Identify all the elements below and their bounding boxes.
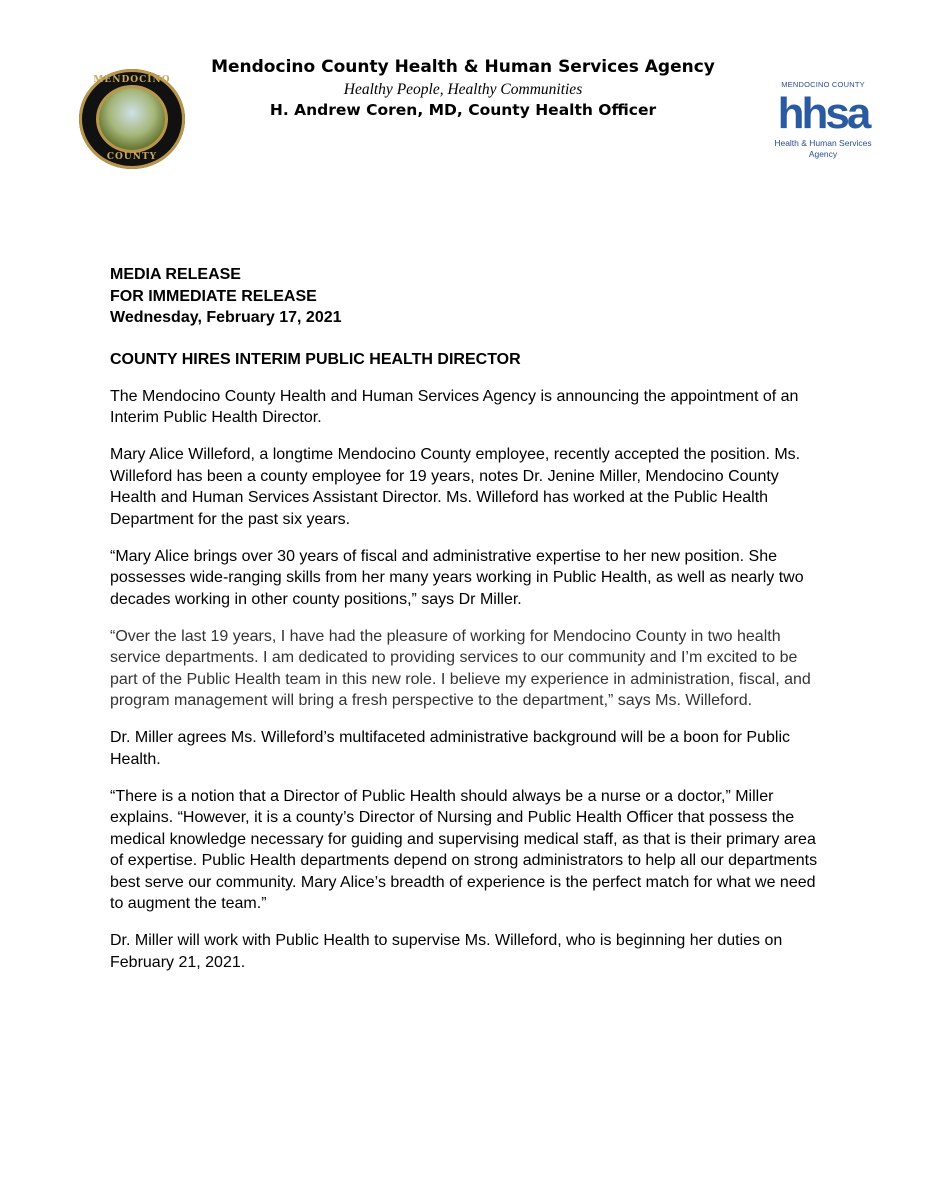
release-date: Wednesday, February 17, 2021 [110,309,342,326]
hhsa-logo-mark [760,90,886,138]
agency-name: Mendocino County Health & Human Services Agency [211,57,715,77]
seal-bottom-text: COUNTY [106,152,158,162]
paragraph: “Mary Alice brings over 30 years of fiscal and administrative expertise to her new position. She possesses wide-ranging skills from her many years working in Public Health, as well as nearly two decades working in other county positions,” says Dr Miller. [110,547,804,608]
tagline: Healthy People, Healthy Communities [343,81,583,98]
seal-top-text: MENDOCINO [93,75,171,85]
paragraph: Mary Alice Willeford, a longtime Mendocino County employee, recently accepted the position. Ms. Willeford has been a county employee for 19 years, notes Dr. Jenine Miller, Mendocino County Health and Human Services Assistant Director. Ms. Willeford has worked at the Public Health Department for the past six years. [110,446,801,528]
paragraph: The Mendocino County Health and Human Services Agency is announcing the appointment of an Interim Public Health Director. [110,387,799,426]
headline: COUNTY HIRES INTERIM PUBLIC HEALTH DIRECTOR [110,350,521,368]
media-release-label: MEDIA RELEASE [110,266,241,283]
paragraph: “Over the last 19 years, I have had the pleasure of working for Mendocino County in two health service departments. I am dedicated to providing services to our community and I’m excited to be part of the Public Health team in this new role. I believe my experience in administration, fiscal, and program management will bring a fresh perspective to the department,” says Ms. Willeford. [110,627,811,709]
hhsa-logo [760,80,886,160]
mendocino-county-seal-logo [79,69,185,169]
immediate-release-label: FOR IMMEDIATE RELEASE [110,287,317,305]
health-officer: H. Andrew Coren, MD, County Health Officer [269,101,657,119]
paragraph: Dr. Miller agrees Ms. Willeford’s multifaceted administrative background will be a boon for Public Health. [110,729,790,768]
paragraph: “There is a notion that a Director of Public Health should always be a nurse or a doctor,” Miller explains. “However, it is a county’s Director of Nursing and Public Health Officer that possess the medical knowledge necessary for guiding and supervising medical staff, as that is their primary area of expertise. Public Health departments depend on strong administrators to help all our departments best serve our community. Mary Alice’s breadth of experience is the perfect match for what we need to augment the team.” [110,787,818,912]
release-body [110,264,822,989]
paragraph: Dr. Miller will work with Public Health to supervise Ms. Willeford, who is beginning her duties on February 21, 2021. [110,932,783,971]
hhsa-logo-top: MENDOCINO COUNTY [781,80,865,89]
hhsa-logo-bottom: Health & Human Services Agency [774,138,872,159]
hhsa-mark-text: hhsa [777,89,869,138]
